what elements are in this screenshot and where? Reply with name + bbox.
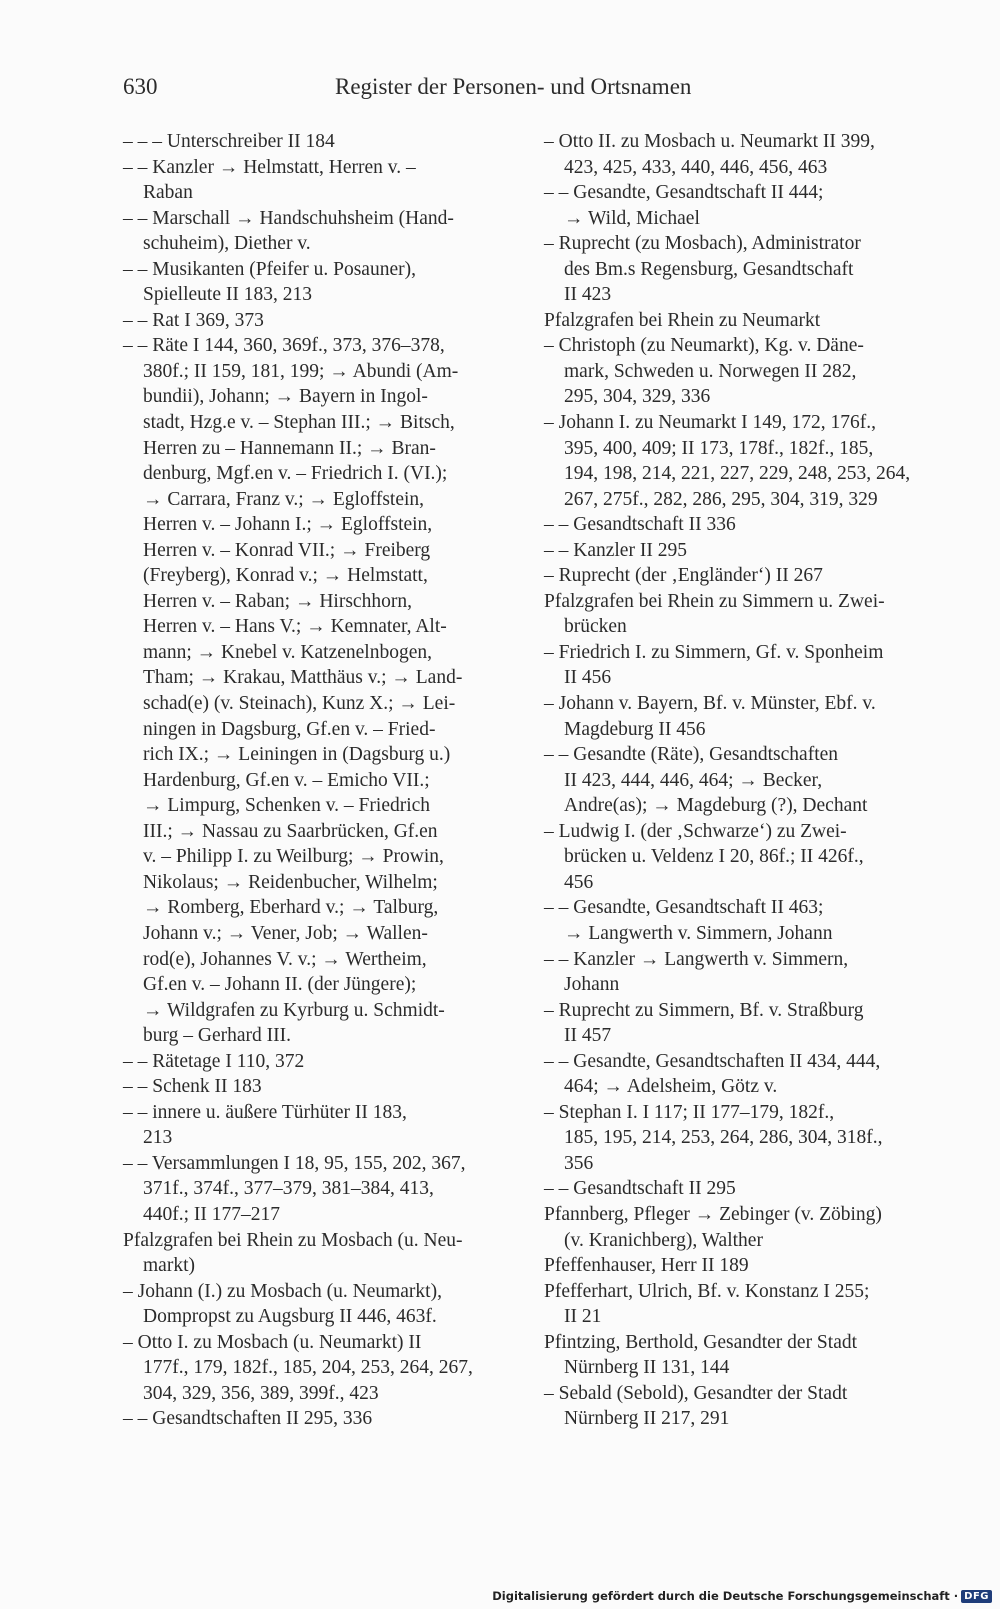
index-entry-line: – Ruprecht (zu Mosbach), Administrator [544,233,861,255]
index-entry-line: Herren zu – Hannemann II.; → Bran- [143,437,436,459]
index-entry-line: – – Gesandte, Gesandtschaft II 463; [544,897,824,919]
index-entry-line: 371f., 374f., 377–379, 381–384, 413, [143,1178,434,1200]
index-entry-line: – – Gesandte, Gesandtschaften II 434, 444, [544,1050,881,1072]
index-entry-line: → Limpurg, Schenken v. – Friedrich [143,795,431,817]
index-entry-line: Herren v. – Hans V.; → Kemnater, Alt- [143,616,447,638]
index-entry-line: – – Gesandtschaften II 295, 336 [123,1408,373,1430]
index-column-right [544,129,934,1432]
index-entry-line: Spielleute II 183, 213 [143,284,312,306]
index-entry-line: des Bm.s Regensburg, Gesandtschaft [564,258,854,280]
index-entry-line: Pfalzgrafen bei Rhein zu Mosbach (u. Neu- [123,1229,463,1251]
index-column-left [123,129,511,1432]
index-entry-line: – – Kanzler II 295 [544,539,687,561]
index-entry-line: – – Rätetage I 110, 372 [123,1050,305,1072]
index-entry-line: mann; → Knebel v. Katzenelnbogen, [143,641,432,663]
index-entry-line: Pfannberg, Pfleger → Zebinger (v. Zöbing) [544,1203,882,1225]
index-entry-line: – – Kanzler → Helmstatt, Herren v. – [123,156,416,178]
index-entry-line: – Johann (I.) zu Mosbach (u. Neumarkt), [123,1280,442,1302]
index-entry-line: Nürnberg II 131, 144 [564,1357,730,1379]
index-entry-line: – – Marschall → Handschuhsheim (Hand- [123,207,454,229]
index-entry-line: – Otto II. zu Mosbach u. Neumarkt II 399, [544,131,875,152]
footer-text: Digitalisierung gefördert durch die Deutsche Forschungsgemeinschaft · [492,1589,959,1603]
index-entry-line: III.; → Nassau zu Saarbrücken, Gf.en [143,820,438,842]
index-entry-line: Pfeffenhauser, Herr II 189 [544,1255,749,1277]
index-entry-line: II 456 [564,667,612,689]
index-entry-line: – Ludwig I. (der ‚Schwarze‘) zu Zwei- [544,820,847,842]
index-entry-line: → Langwerth v. Simmern, Johann [564,922,833,944]
index-entry-line: Pfintzing, Berthold, Gesandter der Stadt [544,1331,858,1353]
index-entry-line: markt) [143,1255,195,1277]
index-entry-line: mark, Schweden u. Norwegen II 282, [564,360,857,382]
index-entry-line: Hardenburg, Gf.en v. – Emicho VII.; [143,769,430,791]
index-entry-line: – Stephan I. I 117; II 177–179, 182f., [544,1101,835,1123]
index-entry-line: 356 [564,1152,594,1174]
index-entry-line: II 457 [564,1025,612,1047]
index-entry-line: 185, 195, 214, 253, 264, 286, 304, 318f., [564,1127,883,1149]
index-entry-line: rich IX.; → Leiningen in (Dagsburg u.) [143,744,451,766]
index-entry-line: – – Schenk II 183 [123,1076,262,1098]
index-entry-line: schad(e) (v. Steinach), Kunz X.; → Lei- [143,693,456,715]
index-entry-line: stadt, Hzg.e v. – Stephan III.; → Bitsch, [143,412,455,434]
index-entry-line: Tham; → Krakau, Matthäus v.; → Land- [143,667,463,689]
index-entry-line: – Ruprecht (der ‚Engländer‘) II 267 [544,565,823,587]
index-entry-line: – Friedrich I. zu Simmern, Gf. v. Sponheim [544,641,884,663]
index-entry-line: – – Gesandte, Gesandtschaft II 444; [544,182,824,204]
index-entry-line: II 423, 444, 446, 464; → Becker, [564,769,823,791]
index-entry-line: denburg, Mgf.en v. – Friedrich I. (VI.); [143,463,448,485]
index-entry-line: – – Versammlungen I 18, 95, 155, 202, 367, [123,1152,466,1174]
index-entry-line: brücken u. Veldenz I 20, 86f.; II 426f., [564,846,864,868]
index-entry-line: 177f., 179, 182f., 185, 204, 253, 264, 267, [143,1357,473,1379]
index-entry-line: 213 [143,1127,173,1149]
page-number: 630 [123,74,158,99]
index-entry-line: rod(e), Johannes V. v.; → Wertheim, [143,948,427,970]
index-entry-line: burg – Gerhard III. [143,1025,292,1047]
index-entry-line: bundii), Johann; → Bayern in Ingol- [143,386,428,408]
index-entry-line: – – Räte I 144, 360, 369f., 373, 376–378, [123,335,445,357]
index-entry-line: II 423 [564,284,612,306]
index-entry-line: → Romberg, Eberhard v.; → Talburg, [143,897,439,919]
index-entry-line: 423, 425, 433, 440, 446, 456, 463 [564,156,828,178]
index-entry-line: – – innere u. äußere Türhüter II 183, [123,1101,407,1123]
index-entry-line: Johann v.; → Vener, Job; → Wallen- [143,922,428,944]
index-entry-line: ningen in Dagsburg, Gf.en v. – Fried- [143,718,436,740]
index-entry-line: – – Kanzler → Langwerth v. Simmern, [544,948,849,970]
index-entry-line: → Wildgrafen zu Kyrburg u. Schmidt- [143,999,445,1021]
index-entry-line: Gf.en v. – Johann II. (der Jüngere); [143,974,417,996]
dfg-logo: DFG [961,1590,992,1603]
index-entry-line: Nürnberg II 217, 291 [564,1408,730,1430]
index-entry-line: Johann [564,974,620,996]
index-entry-line: v. – Philipp I. zu Weilburg; → Prowin, [143,846,444,868]
index-entry-line: Pfalzgrafen bei Rhein zu Neumarkt [544,309,821,331]
page-header [123,70,923,110]
index-entry-line: – Ruprecht zu Simmern, Bf. v. Straßburg [544,999,864,1021]
index-entry-line: – – Rat I 369, 373 [123,309,264,331]
index-entry-line: 304, 329, 356, 389, 399f., 423 [143,1382,379,1404]
index-entry-line: – – – Unterschreiber II 184 [123,131,335,152]
index-entry-line: (v. Kranichberg), Walther [564,1229,763,1251]
index-entry-line: Raban [143,182,193,204]
index-entry-line: (Freyberg), Konrad v.; → Helmstatt, [143,565,428,587]
index-entry-line: Herren v. – Konrad VII.; → Freiberg [143,539,431,561]
index-entry-line: 464; → Adelsheim, Götz v. [564,1076,778,1098]
index-entry-line: brücken [564,616,627,638]
index-entry-line: Pfefferhart, Ulrich, Bf. v. Konstanz I 255; [544,1280,870,1302]
index-entry-line: 380f.; II 159, 181, 199; → Abundi (Am- [143,360,459,382]
index-entry-line: 267, 275f., 282, 286, 295, 304, 319, 329 [564,488,878,510]
index-entry-line: – Otto I. zu Mosbach (u. Neumarkt) II [123,1331,422,1353]
index-entry-line: Dompropst zu Augsburg II 446, 463f. [143,1306,437,1328]
index-entry-line: II 21 [564,1306,602,1328]
index-entry-line: – Christoph (zu Neumarkt), Kg. v. Däne- [544,335,864,357]
index-entry-line: 295, 304, 329, 336 [564,386,711,408]
index-entry-line: – Sebald (Sebold), Gesandter der Stadt [544,1382,848,1404]
index-entry-line: 194, 198, 214, 221, 227, 229, 248, 253, 264, [564,463,911,485]
index-entry-line: → Carrara, Franz v.; → Egloffstein, [143,488,425,510]
index-entry-line: – Johann I. zu Neumarkt I 149, 172, 176f., [544,412,876,434]
index-entry-line: Magdeburg II 456 [564,718,706,740]
index-entry-line: Nikolaus; → Reidenbucher, Wilhelm; [143,871,438,893]
index-entry-line: Andre(as); → Magdeburg (?), Dechant [564,795,868,817]
index-entry-line: Pfalzgrafen bei Rhein zu Simmern u. Zwei- [544,590,885,612]
digitization-footer [492,1589,992,1603]
index-entry-line: – – Gesandtschaft II 295 [544,1178,736,1200]
index-entry-line: – – Musikanten (Pfeifer u. Posauner), [123,258,416,280]
index-entry-line: 440f.; II 177–217 [143,1203,281,1225]
index-entry-line: → Wild, Michael [564,207,700,229]
index-entry-line: – – Gesandte (Räte), Gesandtschaften [544,744,839,766]
index-entry-line: – – Gesandtschaft II 336 [544,514,736,536]
index-entry-line: Herren v. – Johann I.; → Egloffstein, [143,514,433,536]
index-entry-line: 395, 400, 409; II 173, 178f., 182f., 185, [564,437,874,459]
index-entry-line: schuheim), Diether v. [143,233,311,255]
index-entry-line: 456 [564,871,594,893]
index-entry-line: – Johann v. Bayern, Bf. v. Münster, Ebf. v. [544,693,876,715]
index-entry-line: Herren v. – Raban; → Hirschhorn, [143,590,412,612]
page-title: Register der Personen- und Ortsnamen [335,74,692,99]
